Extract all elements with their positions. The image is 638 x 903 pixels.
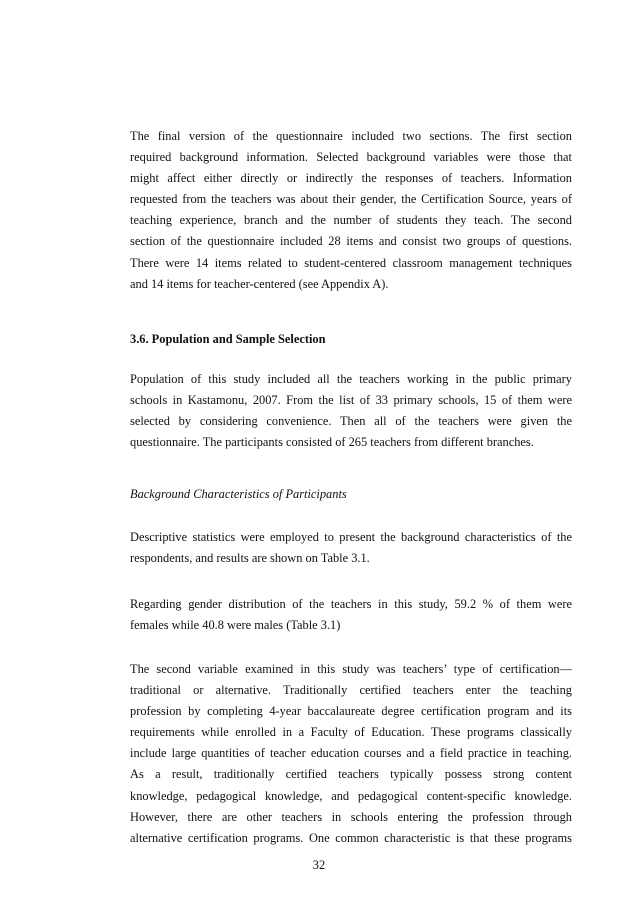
text-line: Population of this study included all the teachers working in the public primary <box>130 372 572 386</box>
subsection-heading: Background Characteristics of Participants <box>130 487 347 501</box>
page-number: 32 <box>312 858 326 872</box>
text-line: Descriptive statistics were employed to present the background characteristics of the <box>130 530 572 544</box>
text-line: females while 40.8 were males (Table 3.1) <box>130 618 341 633</box>
text-line: The second variable examined in this study was teachers’ type of certification— <box>130 662 572 676</box>
section-heading: 3.6. Population and Sample Selection <box>130 332 326 346</box>
text-line: Regarding gender distribution of the teachers in this study, 59.2 % of them were <box>130 597 572 611</box>
text-line: As a result, traditionally certified teachers typically possess strong content <box>130 767 572 782</box>
text-line: required background information. Selected background variables were those that <box>130 150 572 165</box>
text-line: questionnaire. The participants consisted of 265 teachers from different branches. <box>130 435 534 450</box>
text-line: However, there are other teachers in schools entering the profession through <box>130 809 572 824</box>
text-line: The final version of the questionnaire included two sections. The first section <box>130 129 572 143</box>
paragraph-gender-distribution <box>130 594 572 636</box>
paragraph-population <box>130 369 572 453</box>
text-line: requirements while enrolled in a Faculty of Education. These programs classically <box>130 725 572 740</box>
text-line: and 14 items for teacher-centered (see Appendix A). <box>130 276 389 291</box>
text-line: There were 14 items related to student-centered classroom management techniques <box>130 255 572 270</box>
text-line: knowledge, pedagogical knowledge, and pedagogical content-specific knowledge. <box>130 788 572 803</box>
text-line: requested from the teachers was about their gender, the Certification Source, years of <box>130 192 572 207</box>
text-line: profession by completing 4-year baccalaureate degree certification program and its <box>130 704 572 719</box>
text-line: teaching experience, branch and the number of students they teach. The second <box>130 213 572 228</box>
text-line: might affect either directly or indirectly the responses of teachers. Information <box>130 171 572 186</box>
text-line: alternative certification programs. One common characteristic is that these programs <box>130 830 572 845</box>
text-line: traditional or alternative. Traditionally certified teachers enter the teaching <box>130 683 572 698</box>
text-line: schools in Kastamonu, 2007. From the list of 33 primary schools, 15 of them were <box>130 393 572 408</box>
paragraph-descriptive-statistics <box>130 527 572 569</box>
text-line: selected by considering convenience. Then all of the teachers were given the <box>130 414 572 429</box>
paragraph-questionnaire-description <box>130 126 572 295</box>
text-line: respondents, and results are shown on Table 3.1. <box>130 551 370 566</box>
text-line: include large quantities of teacher education courses and a field practice in teaching. <box>130 746 572 761</box>
paragraph-certification <box>130 659 572 849</box>
text-line: section of the questionnaire included 28 items and consist two groups of questions. <box>130 234 572 249</box>
